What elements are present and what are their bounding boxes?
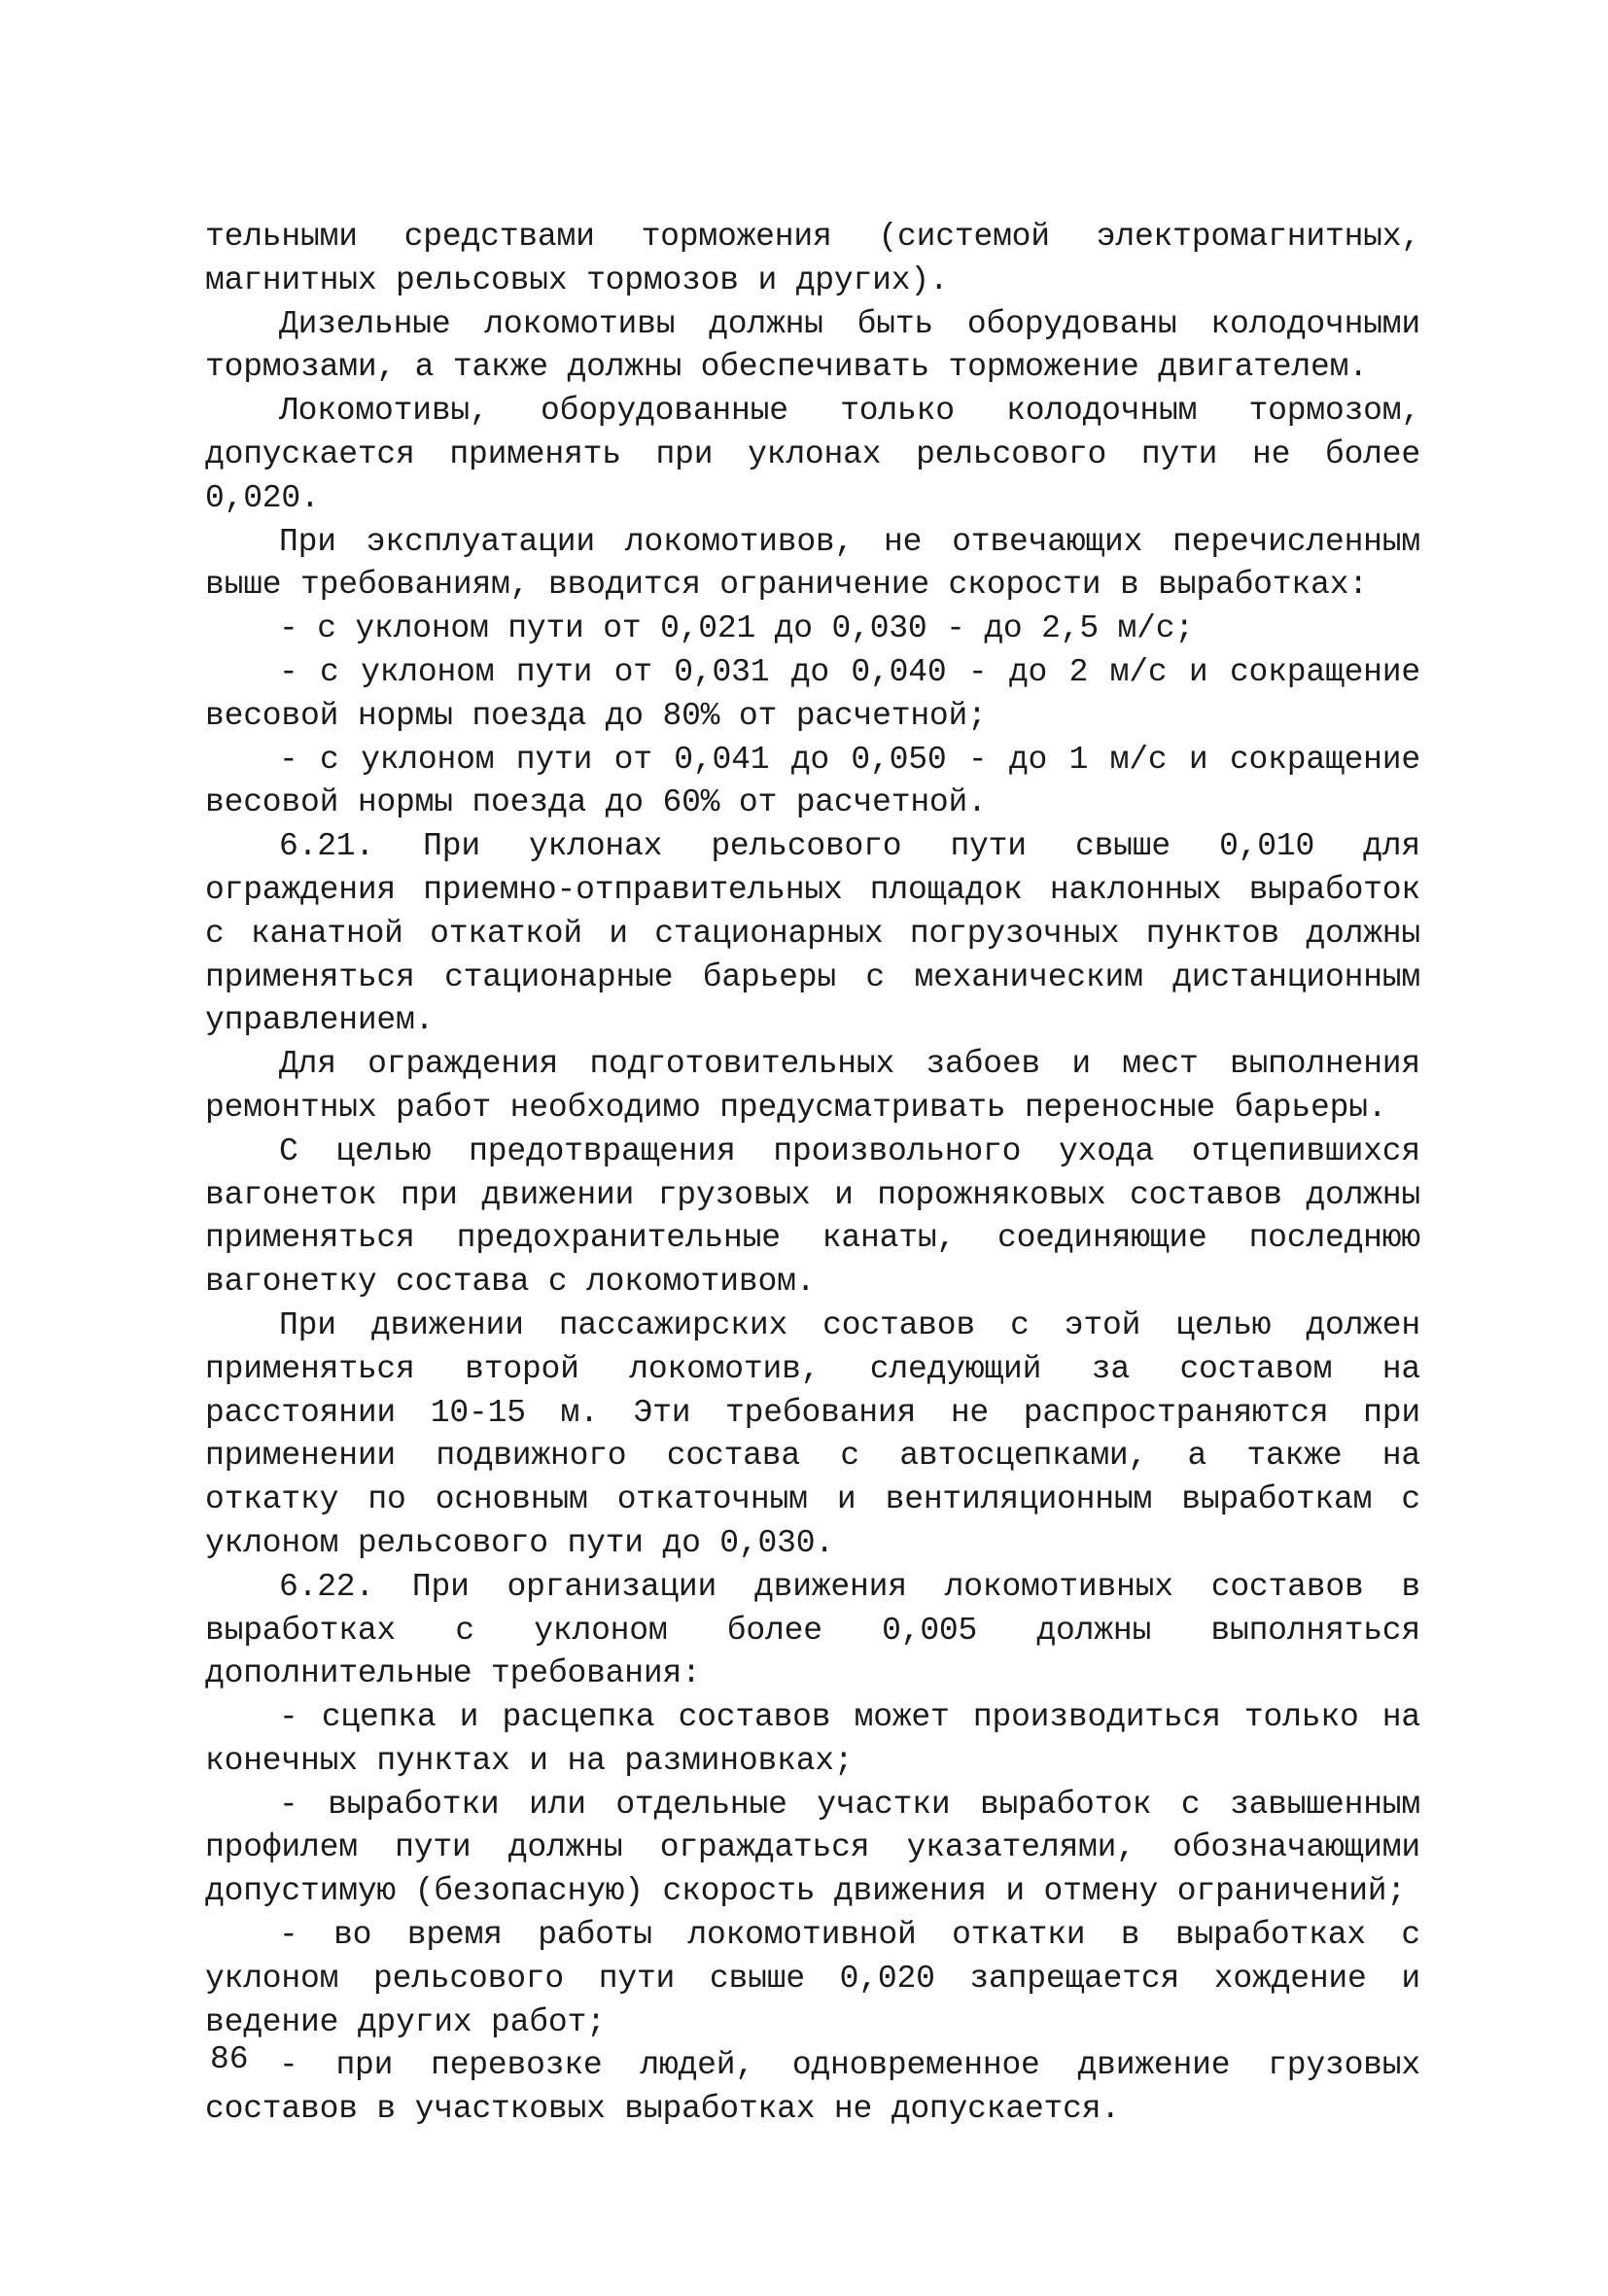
list-item-slope-021-030: - с уклоном пути от 0,021 до 0,030 - до 2,5 м/с; [279, 610, 1194, 647]
list-item-passenger-transport: - при перевозке людей, одновременное движение грузовых составов в участковых выработках не допускается. [205, 2047, 1420, 2128]
paragraph-speed-limits-intro: При эксплуатации локомотивов, не отвечающих перечисленным выше требованиям, вводится ограничение скорости в выработках: [205, 523, 1420, 604]
list-item-slope-041-050: - с уклоном пути от 0,041 до 0,050 - до 1 м/с и сокращение весовой нормы поезда до 60% от расчетной. [205, 741, 1420, 821]
list-item-coupling: - сцепка и расцепка составов может производиться только на конечных пунктах и на разминовках; [205, 1699, 1420, 1779]
paragraph-continuation: тельными средствами торможения (системой электромагнитных, магнитных рельсовых тормозов и других). [205, 219, 1420, 298]
list-item-slope-031-040: - с уклоном пути от 0,031 до 0,040 - до 2 м/с и сокращение весовой нормы поезда до 80% от расчетной; [205, 653, 1420, 734]
paragraph-shoe-brake-locomotives: Локомотивы, оборудованные только колодочным тормозом, допускается применять при уклонах рельсового пути не более 0,020. [205, 393, 1420, 516]
list-item-no-walking: - во время работы локомотивной откатки в выработках с уклоном рельсового пути свыше 0,020 запрещается хождение и ведение других работ; [205, 1917, 1420, 2040]
section-6-21: 6.21. При уклонах рельсового пути свыше 0,010 для ограждения приемно-отправительных площадок наклонных выработок с канатной откаткой и стационарных погрузочных пунктов должны применяться стационарные барьеры с механическим дистанционным управлением. [205, 828, 1420, 1039]
list-item-speed-signs: - выработки или отдельные участки выработок с завышенным профилем пути должны ограждаться указателями, обозначающими допустимую (безопасную) скорость движения и отмену ограничений; [205, 1786, 1420, 1910]
document-body [205, 216, 1420, 2132]
paragraph-passenger-trains: При движении пассажирских составов с этой целью должен применяться второй локомотив, следующий за составом на расстоянии 10-15 м. Эти требования не распространяются при применении подвижного состава с автосцепками, а также на откатку по основным откаточным и вентиляционным выработкам с уклоном рельсового пути до 0,030. [205, 1306, 1420, 1561]
page-number: 86 [210, 2041, 249, 2077]
paragraph-safety-ropes: С целью предотвращения произвольного ухода отцепившихся вагонеток при движении грузовых и порожняковых составов должны применяться предохранительные канаты, соединяющие последнюю вагонетку состава с локомотивом. [205, 1132, 1420, 1301]
paragraph-diesel-locomotives: Дизельные локомотивы должны быть оборудованы колодочными тормозами, а также должны обеспечивать торможение двигателем. [205, 305, 1420, 386]
section-6-22: 6.22. При организации движения локомотивных составов в выработках с уклоном более 0,005 должны выполняться дополнительные требования: [205, 1568, 1420, 1692]
paragraph-portable-barriers: Для ограждения подготовительных забоев и мест выполнения ремонтных работ необходимо предусматривать переносные барьеры. [205, 1046, 1420, 1126]
